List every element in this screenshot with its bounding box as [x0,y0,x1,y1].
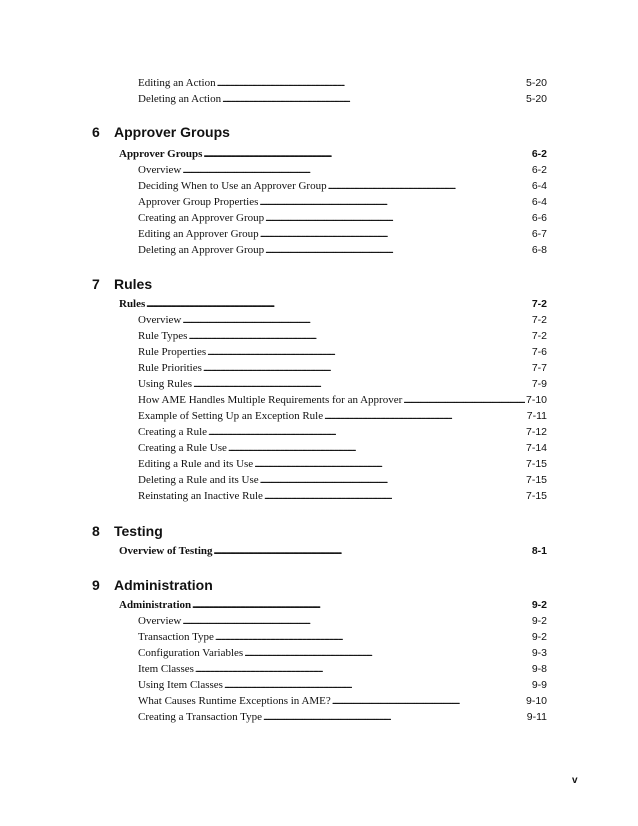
leader-dots [193,377,531,391]
leader-dots [259,195,530,209]
toc-entry-page: 6-8 [531,244,547,256]
leader-dots [203,361,531,375]
toc-entry-page: 7-15 [525,490,547,502]
toc-entry[interactable] [138,473,547,487]
leader-dots [332,694,525,708]
leader-dots [182,313,530,327]
leader-dots [265,211,531,225]
leader-dots [188,329,530,343]
leader-dots [215,630,531,644]
toc-section[interactable] [119,147,547,161]
toc-entry[interactable] [138,345,547,359]
toc-entry-label: Rule Types [138,330,188,342]
toc-entry-page: 9-2 [531,631,547,643]
toc-entry[interactable] [138,441,547,455]
toc-entry-label: Configuration Variables [138,647,244,659]
toc-entry[interactable] [138,227,547,241]
toc-entry-page: 6-2 [531,164,547,176]
toc-entry[interactable] [138,211,547,225]
toc-entry-page: 6-7 [531,228,547,240]
toc-entry[interactable] [138,377,547,391]
leader-dots [224,678,531,692]
toc-entry-label: Rule Priorities [138,362,202,374]
toc-entry-page: 7-2 [531,330,547,342]
toc-entry-page: 7-14 [525,442,547,454]
toc-entry[interactable] [138,489,547,503]
leader-dots [207,345,531,359]
leader-dots [146,297,531,311]
toc-entry-label: Creating a Transaction Type [138,711,262,723]
toc-entry[interactable] [138,614,547,628]
toc-entry-page: 7-9 [531,378,547,390]
toc-entry-page: 7-12 [525,426,547,438]
toc-entry-label: Rule Properties [138,346,207,358]
leader-dots [203,147,530,161]
toc-entry-label: Using Item Classes [138,679,223,691]
toc-section-label: Approver Groups [119,148,203,160]
toc-entry-page: 9-3 [531,647,547,659]
leader-dots [222,92,525,106]
toc-entry-label: Creating a Rule [138,426,208,438]
leader-dots [244,646,531,660]
chapter-number: 9 [92,577,100,593]
toc-entry[interactable] [138,409,547,423]
chapter-heading[interactable] [92,276,152,292]
toc-section[interactable] [119,297,547,311]
toc-entry[interactable] [138,393,547,407]
leader-dots [324,409,526,423]
toc-entry-page: 6-4 [531,196,547,208]
chapter-heading[interactable] [92,577,213,593]
toc-entry-label: Transaction Type [138,631,214,643]
toc-entry-page: 9-11 [526,711,547,723]
toc-entry-label: Using Rules [138,378,193,390]
toc-entry[interactable] [138,313,547,327]
chapter-title: Administration [114,577,213,593]
leader-dots [214,544,531,558]
toc-section[interactable] [119,544,547,558]
leader-dots [263,710,526,724]
toc-entry[interactable] [138,630,547,644]
toc-entry[interactable] [138,92,547,106]
leader-dots [254,457,525,471]
toc-entry-label: Deleting a Rule and its Use [138,474,259,486]
toc-entry-label: Creating a Rule Use [138,442,227,454]
toc-entry-page: 5-20 [525,93,547,105]
toc-entry-label: Deleting an Approver Group [138,244,265,256]
leader-dots [264,489,525,503]
leader-dots [328,179,531,193]
leader-dots [192,598,531,612]
toc-entry-page: 6-6 [531,212,547,224]
toc-entry-label: Creating an Approver Group [138,212,265,224]
toc-entry-page: 7-15 [525,458,547,470]
toc-entry[interactable] [138,243,547,257]
toc-entry-label: Overview [138,164,182,176]
toc-entry-label: Editing an Approver Group [138,228,259,240]
leader-dots [182,163,530,177]
toc-entry-label: Editing an Action [138,77,216,89]
toc-entry-label: Example of Setting Up an Exception Rule [138,410,324,422]
toc-entry[interactable] [138,710,547,724]
leader-dots [260,473,525,487]
toc-entry-label: Reinstating an Inactive Rule [138,490,263,502]
chapter-number: 6 [92,124,100,140]
toc-entry-page: 9-9 [531,679,547,691]
toc-entry-label: Editing a Rule and its Use [138,458,254,470]
leader-dots [208,425,525,439]
toc-entry-page: 7-2 [531,314,547,326]
page-number: v [572,775,578,786]
leader-dots [403,393,525,407]
chapter-title: Rules [114,276,153,292]
toc-entry-label: What Causes Runtime Exceptions in AME? [138,695,331,707]
toc-section[interactable] [119,598,547,612]
chapter-heading[interactable] [92,523,163,539]
toc-entry-label: Approver Group Properties [138,196,259,208]
toc-entry[interactable] [138,425,547,439]
toc-entry-page: 9-2 [531,615,547,627]
toc-entry[interactable] [138,662,547,676]
toc-section-label: Administration [119,599,192,611]
toc-entry[interactable] [138,678,547,692]
leader-dots [228,441,525,455]
toc-entry-label: Deciding When to Use an Approver Group [138,180,327,192]
toc-entry-page: 7-7 [531,362,547,374]
toc-entry-page: 7-6 [531,346,547,358]
toc-entry-page: 9-10 [525,695,547,707]
toc-entry[interactable] [138,694,547,708]
toc-section-page: 7-2 [531,298,547,310]
toc-section-page: 8-1 [531,545,547,557]
toc-section-page: 6-2 [531,148,547,160]
chapter-number: 8 [92,523,100,539]
toc-entry-label: How AME Handles Multiple Requirements for an Approver [138,394,403,406]
toc-entry[interactable] [138,329,547,343]
toc-entry-label: Item Classes [138,663,194,675]
toc-section-label: Rules [119,298,146,310]
toc-entry-label: Overview [138,314,182,326]
toc-entry[interactable] [138,646,547,660]
toc-entry[interactable] [138,163,547,177]
chapter-number: 7 [92,276,100,292]
toc-entry-page: 7-11 [526,410,547,422]
leader-dots [260,227,531,241]
toc-entry[interactable] [138,361,547,375]
chapter-heading[interactable] [92,124,230,140]
toc-entry-page: 7-10 [525,394,547,406]
toc-entry-page: 6-4 [531,180,547,192]
leader-dots [217,76,525,90]
toc-entry[interactable] [138,76,547,90]
toc-section-label: Overview of Testing [119,545,213,557]
chapter-title: Approver Groups [114,124,230,140]
toc-entry-label: Deleting an Action [138,93,222,105]
toc-entry[interactable] [138,179,547,193]
chapter-title: Testing [114,523,163,539]
toc-entry-page: 9-8 [531,663,547,675]
leader-dots [195,662,531,676]
toc-entry-page: 7-15 [525,474,547,486]
leader-dots [265,243,531,257]
toc-entry-label: Overview [138,615,182,627]
toc-entry[interactable] [138,195,547,209]
toc-entry[interactable] [138,457,547,471]
toc-entry-page: 5-20 [525,77,547,89]
leader-dots [182,614,530,628]
toc-section-page: 9-2 [531,599,547,611]
